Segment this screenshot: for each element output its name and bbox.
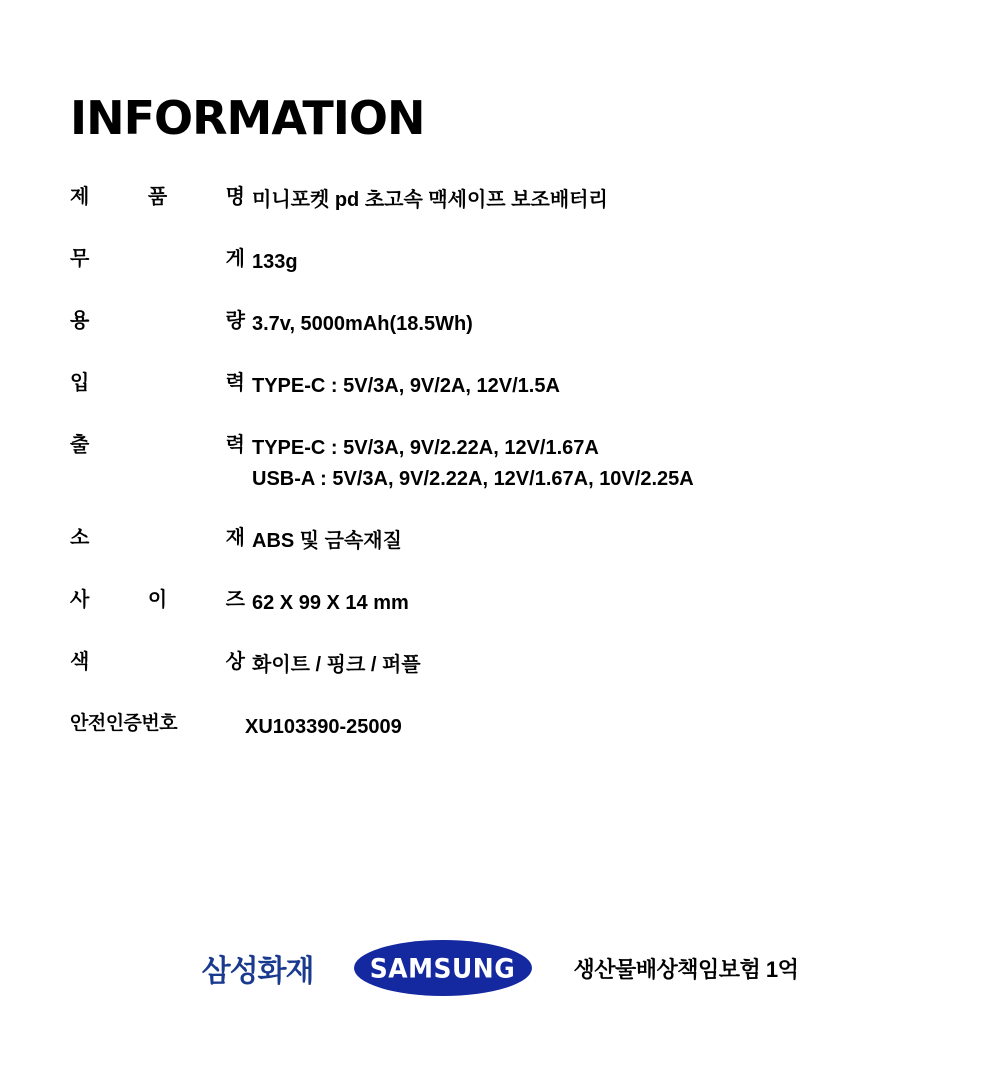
- value-line: 화이트 / 핑크 / 퍼플: [252, 654, 421, 676]
- spec-value-safety-certification-number: [245, 712, 930, 743]
- spec-value-weight: [252, 247, 930, 278]
- footer-logos: [0, 940, 1000, 996]
- label-char: 게: [225, 248, 245, 270]
- label-char: 입: [70, 372, 90, 394]
- table-row: [70, 247, 930, 278]
- table-row: [70, 309, 930, 340]
- label-char: 명: [225, 186, 245, 208]
- spec-label-capacity: [70, 309, 252, 334]
- table-row: [70, 371, 930, 402]
- table-row: [70, 588, 930, 619]
- value-line: USB-A : 5V/3A, 9V/2.22A, 12V/1.67A, 10V/2.25A: [252, 468, 694, 490]
- spec-label-weight: [70, 247, 252, 272]
- table-row: [70, 712, 930, 743]
- label-char: 용: [70, 310, 90, 332]
- samsung-fire-insurance-logo: 삼성화재: [201, 954, 314, 989]
- label-char: 력: [225, 434, 245, 456]
- label-char: 량: [225, 310, 245, 332]
- table-row: [70, 185, 930, 216]
- value-line: ABS 및 금속재질: [252, 530, 402, 552]
- spec-label-size: [70, 588, 252, 613]
- label-char: 출: [70, 434, 90, 456]
- value-line: 3.7v, 5000mAh(18.5Wh): [252, 313, 473, 335]
- value-line: 62 X 99 X 14 mm: [252, 592, 409, 614]
- label-char: 소: [70, 527, 90, 549]
- spec-value-material: [252, 526, 930, 557]
- spec-label-product-name: [70, 185, 252, 210]
- spec-label-safety-certification-number: 안전인증번호: [70, 713, 178, 734]
- spec-value-color: [252, 650, 930, 681]
- spec-label-color: [70, 650, 252, 675]
- label-char: 제: [70, 186, 90, 208]
- spec-value-output: [252, 433, 930, 495]
- label-char: 이: [147, 589, 168, 611]
- label-char: 재: [225, 527, 245, 549]
- value-line: 미니포켓 pd 초고속 맥세이프 보조배터리: [252, 189, 608, 211]
- spec-value-size: [252, 588, 930, 619]
- spec-label-input: [70, 371, 252, 396]
- value-line: TYPE-C : 5V/3A, 9V/2A, 12V/1.5A: [252, 375, 560, 397]
- table-row: [70, 650, 930, 681]
- product-liability-insurance-note: 생산물배상책임보험 1억: [573, 956, 799, 982]
- label-char: 즈: [225, 589, 245, 611]
- specification-table: [70, 185, 930, 774]
- spec-value-input: [252, 371, 930, 402]
- label-char: 사: [70, 589, 90, 611]
- samsung-logo-text: SAMSUNG: [369, 952, 516, 984]
- table-row: [70, 526, 930, 557]
- value-line: XU103390-25009: [245, 716, 402, 738]
- label-char: 품: [147, 186, 168, 208]
- label-char: 상: [225, 651, 245, 673]
- page-title: INFORMATION: [70, 91, 425, 145]
- value-line: TYPE-C : 5V/3A, 9V/2.22A, 12V/1.67A: [252, 437, 599, 459]
- label-char: 색: [70, 651, 90, 673]
- spec-value-capacity: [252, 309, 930, 340]
- spec-label-material: [70, 526, 252, 551]
- spec-label-output: [70, 433, 252, 458]
- label-char: 무: [70, 248, 90, 270]
- spec-value-product-name: [252, 185, 930, 216]
- value-line: 133g: [252, 251, 298, 273]
- samsung-logo: [354, 940, 532, 996]
- table-row: [70, 433, 930, 495]
- label-char: 력: [225, 372, 245, 394]
